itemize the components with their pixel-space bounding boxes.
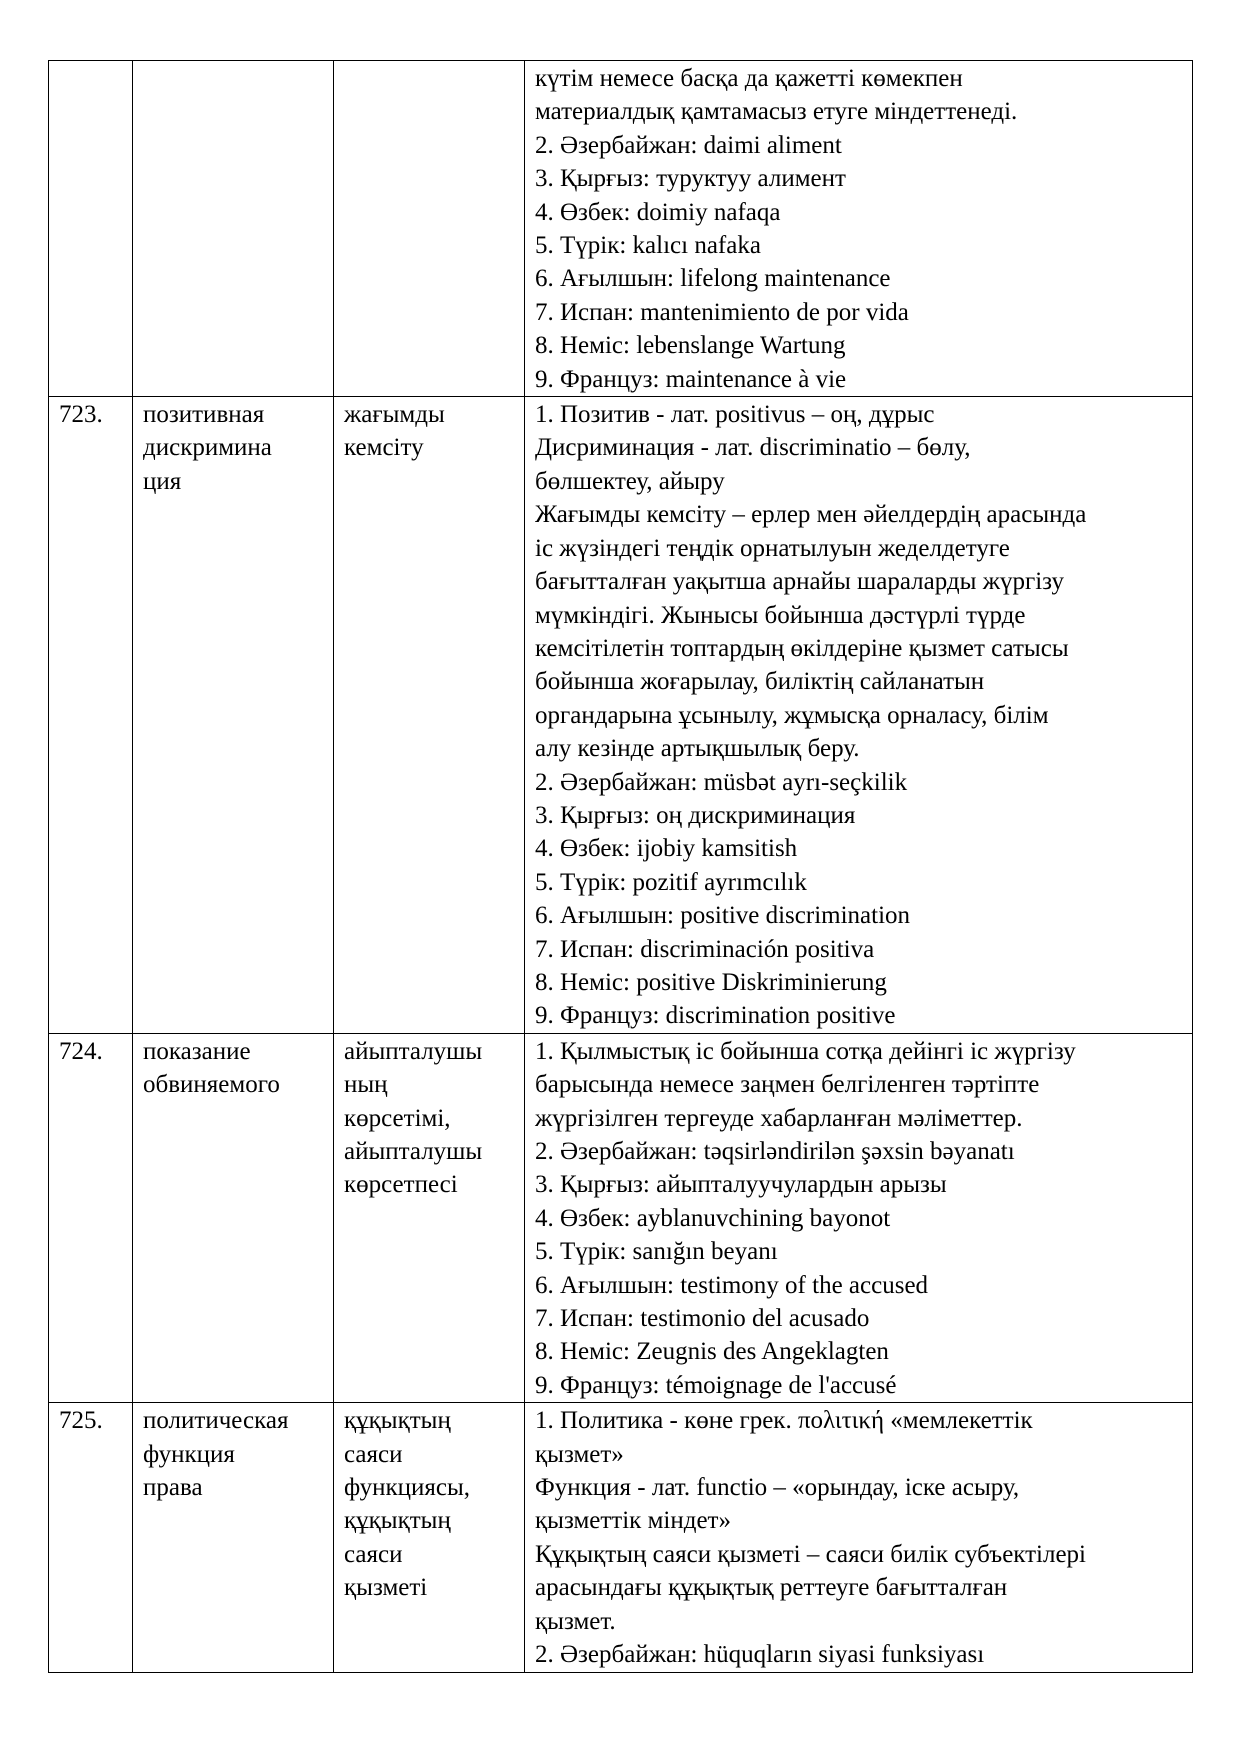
definition-line: 6. Ағылшын: testimony of the accused [535, 1271, 929, 1299]
entry-number: 725. [59, 1407, 103, 1435]
definition-line: 5. Түрік: sanığın beyanı [535, 1238, 778, 1266]
definition-line: 3. Қырғыз: айыпталуучулардын арызы [535, 1171, 947, 1199]
kazakh-term-line: көрсетімі, [344, 1104, 451, 1132]
definition-line: қызмет. [535, 1607, 616, 1635]
definition-line: 9. Француз: discrimination positive [535, 1002, 896, 1030]
entry-number: 723. [59, 401, 103, 429]
kazakh-term-line: көрсетпесі [344, 1171, 458, 1199]
definition-line: жүргізілген тергеуде хабарланған мәліметтер. [535, 1104, 1023, 1132]
definition-line: 6. Ағылшын: lifelong maintenance [535, 265, 891, 293]
definition-line: 7. Испан: mantenimiento de por vida [535, 298, 909, 326]
definition-cell [525, 61, 1193, 397]
definition-line: қызметтік міндет» [535, 1507, 731, 1535]
definition-line: іс жүзіндегі теңдік орнатылуын жеделдетуге [535, 534, 1010, 562]
definition-line: 7. Испан: testimonio del acusado [535, 1305, 870, 1333]
entry-number-cell [49, 397, 133, 1034]
definition-line: 2. Әзербайжан: təqsirləndirilən şəxsin bəyanatı [535, 1138, 1015, 1165]
russian-term-line: функция [143, 1440, 235, 1468]
definition-line: 5. Түрік: kalıcı nafaka [535, 232, 761, 260]
definition-line: арасындағы құқықтық реттеуге бағытталған [535, 1574, 1008, 1602]
definition-cell [525, 397, 1193, 1034]
definition-line: кемсітілетін топтардың өкілдеріне қызмет сатысы [535, 634, 1069, 662]
russian-term-line: показание [143, 1037, 251, 1065]
definition-line: 5. Түрік: pozitif ayrımcılık [535, 868, 807, 896]
definition-line: 2. Әзербайжан: müsbət ayrı-seçkilik [535, 768, 908, 796]
definition-line: 1. Қылмыстық іс бойынша сотқа дейінгі іс жүргізу [535, 1037, 1076, 1065]
definition-line: 8. Неміс: lebenslange Wartung [535, 332, 846, 360]
entry-number: 724. [59, 1037, 103, 1065]
definition-line: 4. Өзбек: doimiy nafaqa [535, 198, 781, 226]
kazakh-term-line: саяси [344, 1540, 403, 1568]
definition-line: 6. Ағылшын: positive discrimination [535, 902, 911, 930]
russian-term-line: политическая [143, 1407, 289, 1435]
definition-line: 3. Қырғыз: оң дискриминация [535, 801, 856, 829]
definition-line: Дисриминация - лат. discriminatio – бөлу, [535, 434, 971, 462]
entry-number-cell [49, 1033, 133, 1402]
russian-term-cell [133, 61, 334, 397]
glossary-table [48, 60, 1193, 1673]
definition-line: 2. Әзербайжан: hüquqların siyasi funksiyası [535, 1641, 985, 1669]
document-page [48, 60, 1192, 1673]
glossary-body [49, 61, 1193, 1673]
russian-term-cell [133, 1403, 334, 1672]
russian-term-cell [133, 397, 334, 1034]
definition-line: бөлшектеу, айыру [535, 467, 725, 495]
definition-line: 1. Позитив - лат. positivus – оң, дұрыс [535, 401, 935, 429]
table-row [49, 1403, 1193, 1672]
kazakh-term-line: құқықтың [344, 1507, 451, 1535]
definition-line: 1. Политика - көне грек. πολιτική «мемлекеттік [535, 1407, 1033, 1435]
definition-line: қызмет» [535, 1440, 624, 1468]
definition-line: 4. Өзбек: ayblanuvchining bayonot [535, 1204, 891, 1232]
definition-line: Құқықтың саяси қызметі – саяси билік субъектілері [535, 1540, 1086, 1568]
definition-line: бойынша жоғарылау, биліктің сайланатын [535, 668, 985, 696]
definition-line: 4. Өзбек: ijobiy kamsitish [535, 835, 798, 863]
definition-line: материалдық қамтамасыз етуге міндеттенеді. [535, 98, 1018, 126]
kazakh-term-cell [334, 397, 525, 1034]
definition-line: алу кезінде артықшылық беру. [535, 735, 860, 763]
kazakh-term-line: жағымды [344, 401, 445, 429]
definition-line: 3. Қырғыз: туруктуу алимент [535, 165, 846, 193]
kazakh-term-line: құқықтың [344, 1407, 451, 1435]
definition-cell [525, 1033, 1193, 1402]
kazakh-term-line: айыпталушы [344, 1138, 483, 1165]
table-row [49, 397, 1193, 1034]
russian-term-cell [133, 1033, 334, 1402]
table-row [49, 1033, 1193, 1402]
kazakh-term-cell [334, 1033, 525, 1402]
kazakh-term-line: ның [344, 1071, 388, 1099]
definition-line: бағытталған уақытша арнайы шараларды жүргізу [535, 568, 1065, 596]
entry-number-cell [49, 61, 133, 397]
definition-line: 8. Неміс: Zeugnis des Angeklagten [535, 1338, 889, 1366]
definition-line: органдарына ұсынылу, жұмысқа орналасу, білім [535, 701, 1049, 729]
definition-line: 8. Неміс: positive Diskriminierung [535, 968, 887, 996]
kazakh-term-cell [334, 61, 525, 397]
kazakh-term-line: қызметі [344, 1574, 428, 1602]
kazakh-term-line: айыпталушы [344, 1037, 483, 1065]
kazakh-term-line: саяси [344, 1440, 403, 1468]
kazakh-term-line: функциясы, [344, 1474, 471, 1502]
definition-cell [525, 1403, 1193, 1672]
definition-line: 7. Испан: discriminación positiva [535, 935, 875, 963]
entry-number-cell [49, 1403, 133, 1672]
definition-line: мүмкіндігі. Жынысы бойынша дәстүрлі түрде [535, 601, 1026, 629]
definition-line: Жағымды кемсіту – ерлер мен әйелдердің арасында [535, 501, 1087, 529]
kazakh-term-cell [334, 1403, 525, 1672]
russian-term-line: обвиняемого [143, 1071, 280, 1099]
kazakh-term-line: кемсіту [344, 434, 424, 462]
definition-line: 9. Француз: maintenance à vie [535, 365, 847, 393]
russian-term-line: дискримина [143, 434, 272, 462]
definition-line: Функция - лат. functio – «орындау, іске асыру, [535, 1474, 1020, 1502]
table-row [49, 61, 1193, 397]
russian-term-line: права [143, 1474, 203, 1502]
russian-term-line: ция [143, 467, 182, 495]
definition-line: барысында немесе заңмен белгіленген тәртіпте [535, 1071, 1040, 1099]
definition-line: күтім немесе басқа да қажетті көмекпен [535, 65, 963, 92]
russian-term-line: позитивная [143, 401, 265, 429]
definition-line: 2. Әзербайжан: daimi aliment [535, 131, 842, 159]
definition-line: 9. Француз: témoignage de l'accusé [535, 1371, 897, 1399]
